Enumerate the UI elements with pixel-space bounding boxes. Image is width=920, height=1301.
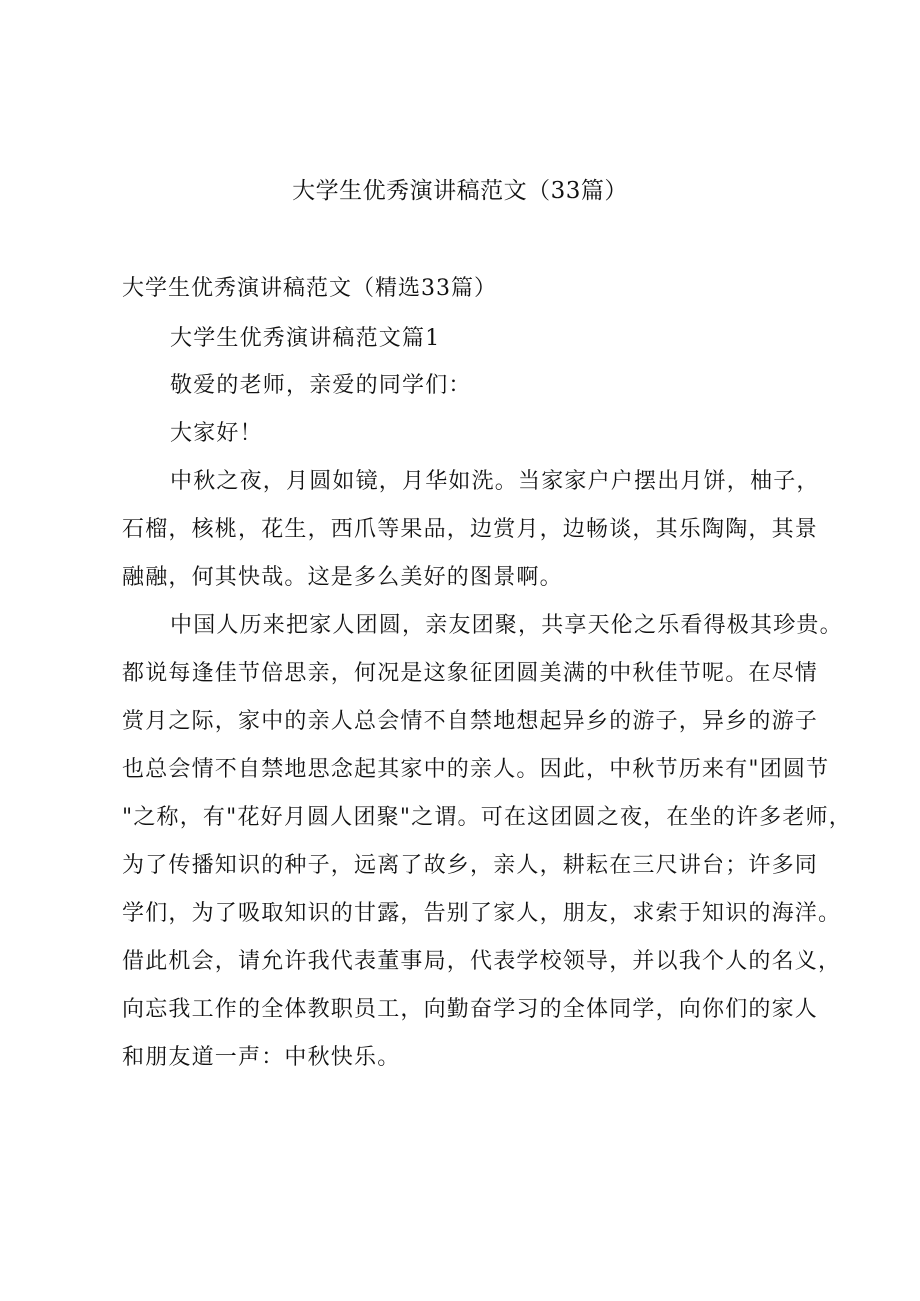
- paragraph-line: 为了传播知识的种子，远离了故乡，亲人，耕耘在三尺讲台；许多同: [122, 853, 819, 878]
- paragraph-line: 都说每逢佳节倍思亲，何况是这象征团圆美满的中秋佳节呢。在尽情: [122, 661, 819, 686]
- paragraph-line: 石榴，核桃，花生，西爪等果品，边赏月，边畅谈，其乐陶陶，其景: [122, 517, 819, 542]
- paragraph-line: "之称，有"花好月圆人团聚"之谓。可在这团圆之夜，在坐的许多老师，: [122, 805, 852, 830]
- document-title: 大学生优秀演讲稿范文（33篇）: [292, 178, 628, 204]
- greeting: 大家好！: [170, 421, 263, 446]
- paragraph-line: 和朋友道一声：中秋快乐。: [122, 1045, 401, 1070]
- salutation: 敬爱的老师，亲爱的同学们：: [170, 373, 472, 398]
- paragraph-line: 也总会情不自禁地思念起其家中的亲人。因此，中秋节历来有"团圆节: [122, 757, 830, 782]
- document-subtitle: 大学生优秀演讲稿范文（精选33篇）: [122, 276, 497, 301]
- paragraph-line: 学们，为了吸取知识的甘露，告别了家人，朋友，求索于知识的海洋。: [122, 901, 842, 926]
- paragraph-line: 融融，何其快哉。这是多么美好的图景啊。: [122, 565, 563, 590]
- paragraph-line: 向忘我工作的全体教职员工，向勤奋学习的全体同学，向你们的家人: [122, 997, 819, 1022]
- paragraph-line: 借此机会，请允许我代表董事局，代表学校领导，并以我个人的名义，: [122, 949, 842, 974]
- paragraph-line: 中国人历来把家人团圆，亲友团聚，共享天伦之乐看得极其珍贵。: [170, 613, 843, 638]
- paragraph-line: 中秋之夜，月圆如镜，月华如洗。当家家户户摆出月饼，柚子，: [170, 469, 820, 494]
- paragraph-line: 赏月之际，家中的亲人总会情不自禁地想起异乡的游子，异乡的游子: [122, 709, 819, 734]
- section-heading: 大学生优秀演讲稿范文篇1: [170, 326, 441, 351]
